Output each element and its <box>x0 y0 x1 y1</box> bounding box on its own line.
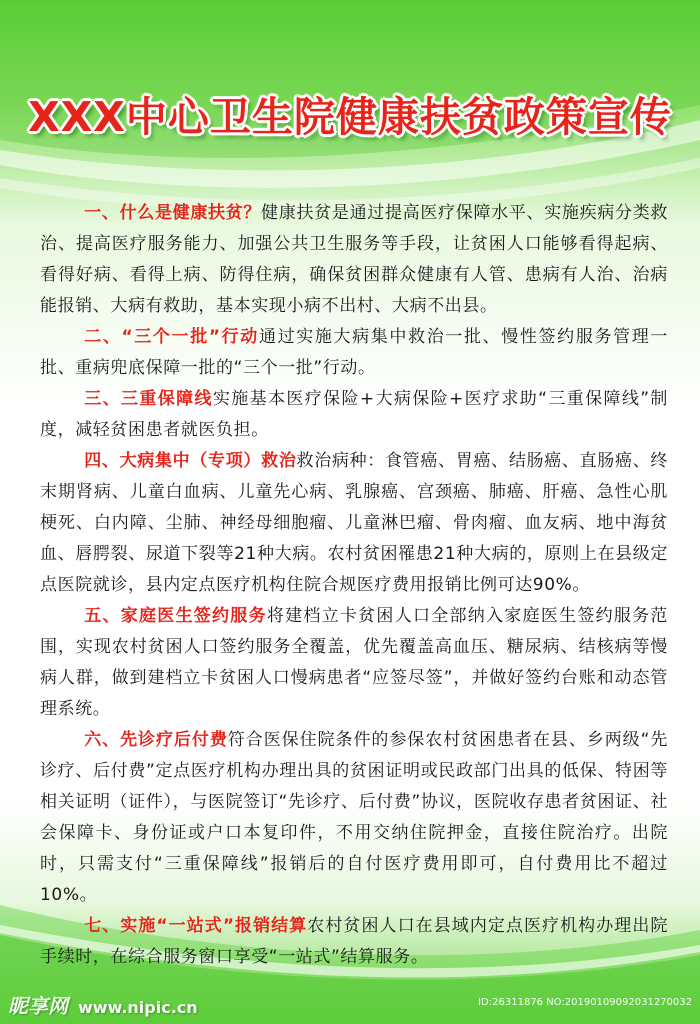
section-heading: 二、“三个一批”行动 <box>84 327 259 347</box>
section-body: 健康扶贫是通过提高医疗保障水平、实施疾病分类救治、提高医疗服务能力、加强公共卫生服务等手段，让贫困人口能够看得起病、看得好病、看得上病、防得住病，确保贫困群众健康有人管、患病有人治、治病能报销、大病有救助，基本实现小病不出村、大病不出县。 <box>40 203 668 316</box>
section-4 <box>40 446 668 601</box>
section-6 <box>40 725 668 911</box>
section-body: 农村贫困人口在县域内定点医疗机构办理出院手续时，在综合服务窗口享受“一站式”结算服务。 <box>40 916 668 967</box>
section-heading: 六、先诊疗后付费 <box>84 730 228 750</box>
section-body: 符合医保住院条件的参保农村贫困患者在县、乡两级“先诊疗、后付费”定点医疗机构办理出具的贫困证明或民政部门出具的低保、特困等相关证明（证件），与医院签订“先诊疗、后付费”协议，医院收存患者贫困证、社会保障卡、身份证或户口本复印件，不用交纳住院押金，直接住院治疗。出院时，只需支付“三重保障线”报销后的自付医疗费用即可，自付费用比不超过10%。 <box>40 730 668 905</box>
section-heading: 三、三重保障线 <box>84 389 213 409</box>
section-heading: 四、大病集中（专项）救治 <box>84 451 297 471</box>
section-body: 通过实施大病集中救治一批、慢性签约服务管理一批、重病兜底保障一批的“三个一批”行动。 <box>40 327 668 378</box>
section-heading: 七、实施“一站式”报销结算 <box>84 916 308 936</box>
section-heading: 一、什么是健康扶贫？ <box>84 203 262 223</box>
section-5 <box>40 601 668 725</box>
section-3 <box>40 384 668 446</box>
section-body: 实施基本医疗保险+大病保险+医疗求助“三重保障线”制度，减轻贫困患者就医负担。 <box>40 389 669 440</box>
site-watermark <box>8 990 198 1019</box>
watermark-brand: 昵享网 <box>8 994 68 1018</box>
section-heading: 五、家庭医生签约服务 <box>84 606 267 626</box>
section-2 <box>40 322 668 384</box>
section-body: 将建档立卡贫困人口全部纳入家庭医生签约服务范围，实现农村贫困人口签约服务全覆盖，优先覆盖高血压、糖尿病、结核病等慢病人群，做到建档立卡贫困人口慢病患者“应签尽签”，并做好签约台账和动态管理系统。 <box>40 606 669 719</box>
section-body: 救治病种：食管癌、胃癌、结肠癌、直肠癌、终末期肾病、儿童白血病、儿童先心病、乳腺癌、宫颈癌、肺癌、肝癌、急性心肌梗死、白内障、尘肺、神经母细胞瘤、儿童淋巴瘤、骨肉瘤、血友病、地中海贫血、唇腭裂、尿道下裂等21种大病。农村贫困罹患21种大病的，原则上在县级定点医院就诊，县内定点医疗机构住院合规医疗费用报销比例可达90%。 <box>40 451 668 595</box>
poster-title: XXX中心卫生院健康扶贫政策宣传 <box>28 93 672 141</box>
watermark-url: www.nipic.cn <box>78 998 198 1017</box>
section-7 <box>40 911 668 973</box>
poster-content <box>40 198 668 973</box>
section-1 <box>40 198 668 322</box>
image-id-text: ID:26311876 NO:20190109092031270032 <box>478 997 692 1008</box>
